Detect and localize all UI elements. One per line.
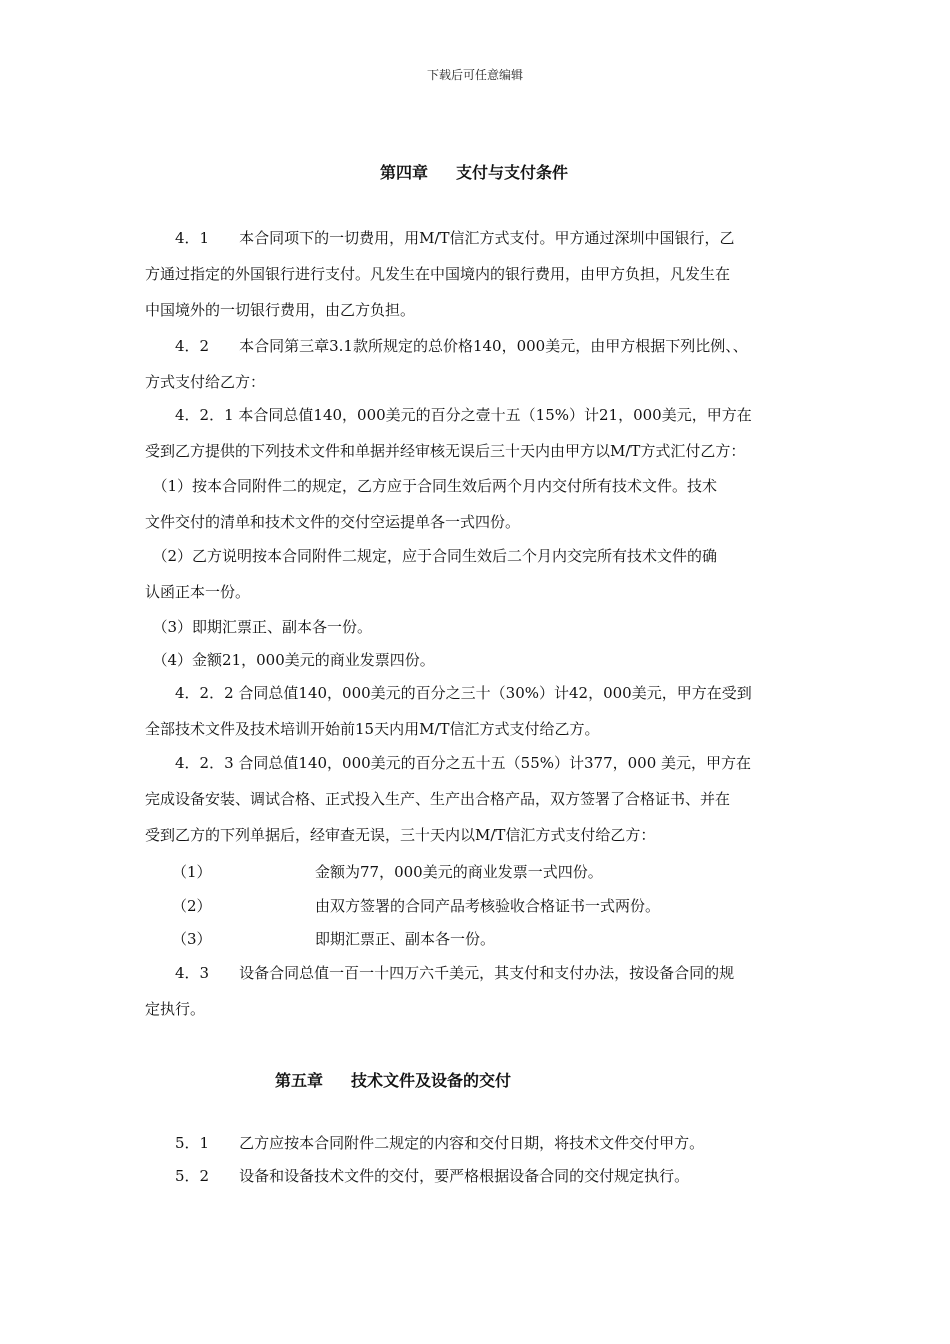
chapter4-closing-2: 定执行。 [145,1000,206,1018]
chapter4-line-7: 受到乙方提供的下列技术文件和单据并经审核无误后三十天内由甲方以M/T方式汇付乙方： [145,442,746,460]
chapter4-line-5: 方式支付给乙方： [145,373,266,391]
chapter4-line-2: 方通过指定的外国银行进行支付。凡发生在中国境内的银行费用，由甲方负担，凡发生在 [145,265,731,283]
page-header-note: 下载后可任意编辑 [426,68,523,82]
chapter4-line-3: 中国境外的一切银行费用，由乙方负担。 [145,301,416,319]
chapter4-line-1: 4．1 本合同项下的一切费用，用M/T信汇方式支付。甲方通过深圳中国银行，乙 [145,229,735,247]
item-number: （3） [172,930,212,948]
chapter4-line-15: 全部技术文件及技术培训开始前15天内用M/T信汇方式支付给乙方。 [145,720,600,738]
chapter4-line-14: 4．2．2 合同总值140，000美元的百分之三十（30%）计42，000美元，甲方在受到 [145,684,752,702]
item-text: 由双方签署的合同产品考核验收合格证书一式两份。 [315,897,661,915]
chapter4-title [380,160,568,183]
chapter5-line-1: 5．1 乙方应按本合同附件二规定的内容和交付日期，将技术文件交付甲方。 [145,1134,705,1152]
chapter5-line-2: 5．2 设备和设备技术文件的交付，要严格根据设备合同的交付规定执行。 [145,1167,690,1185]
chapter5-title [275,1068,511,1091]
chapter4-line-11: 认函正本一份。 [145,583,251,601]
chapter5-heading: 技术文件及设备的交付 [351,1071,512,1090]
chapter4-line-12: （3）即期汇票正、副本各一份。 [145,618,373,636]
chapter4-heading: 支付与支付条件 [456,163,569,182]
item-text: 即期汇票正、副本各一份。 [315,930,496,948]
item-number: （1） [172,863,212,881]
chapter4-line-6: 4．2．1 本合同总值140，000美元的百分之壹十五（15%）计21，000美元，甲方在 [145,406,752,424]
chapter4-line-17: 完成设备安装、调试合格、正式投入生产、生产出合格产品，双方签署了合格证书、并在 [145,790,731,808]
chapter4-number: 第四章 [380,163,429,182]
chapter5-number: 第五章 [275,1071,324,1090]
chapter4-line-4: 4．2 本合同第三章3.1款所规定的总价格140，000美元，由甲方根据下列比例、、 [145,337,748,355]
chapter4-line-16: 4．2．3 合同总值140，000美元的百分之五十五（55%）计377，000 美元，甲方在 [145,754,752,772]
chapter4-line-18: 受到乙方的下列单据后，经审查无误，三十天内以M/T信汇方式支付给乙方： [145,826,656,844]
chapter4-line-13: （4）金额21，000美元的商业发票四份。 [145,651,435,669]
chapter4-line-8: （1）按本合同附件二的规定，乙方应于合同生效后两个月内交付所有技术文件。技术 [145,477,718,495]
chapter4-line-9: 文件交付的清单和技术文件的交付空运提单各一式四份。 [145,513,521,531]
chapter4-closing-1: 4．3 设备合同总值一百一十四万六千美元，其支付和支付办法，按设备合同的规 [145,964,735,982]
item-text: 金额为77，000美元的商业发票一式四份。 [315,863,603,881]
item-number: （2） [172,897,212,915]
chapter4-line-10: （2）乙方说明按本合同附件二规定，应于合同生效后二个月内交完所有技术文件的确 [145,547,718,565]
